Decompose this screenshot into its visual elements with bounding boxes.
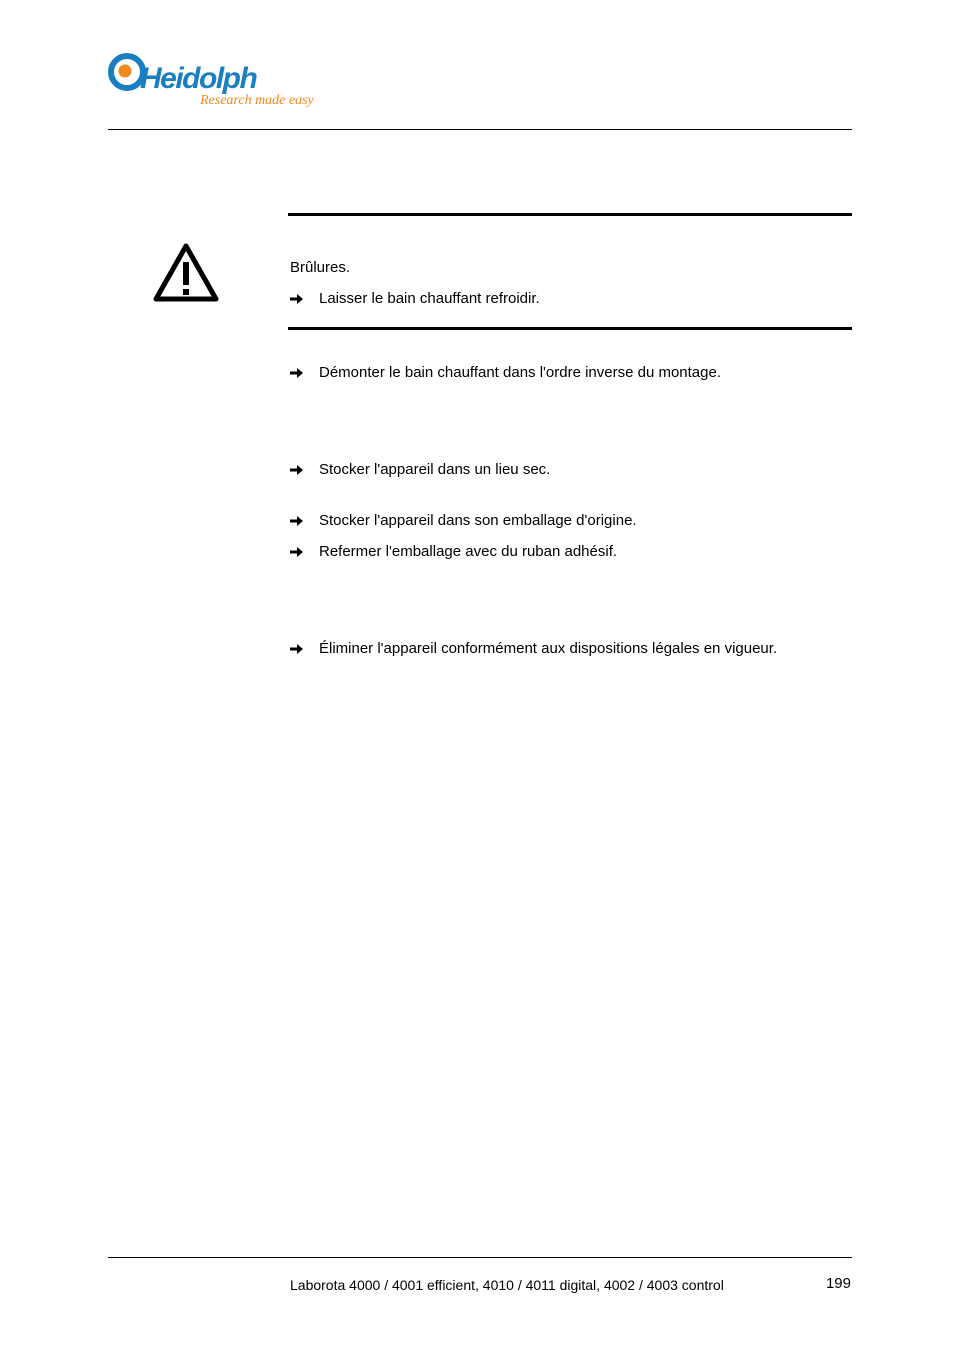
step-store-packaging (290, 512, 637, 530)
svg-text:Research made easy: Research made easy (200, 93, 314, 108)
arrow-right-icon (290, 367, 304, 379)
step-store-packaging-text: Stocker l'appareil dans son emballage d'origine. (319, 512, 637, 529)
svg-text:Heidolph: Heidolph (140, 62, 257, 95)
arrow-right-icon (290, 643, 304, 655)
arrow-right-icon (290, 464, 304, 476)
page-number: 199 (825, 1275, 851, 1292)
footer-models: Laborota 4000 / 4001 efficient, 4010 / 4011 digital, 4002 / 4003 control (290, 1277, 724, 1293)
warning-hazard-text: Brûlures. (290, 259, 351, 276)
footer-rule (108, 1257, 852, 1258)
step-dispose (290, 640, 777, 658)
warning-triangle-icon (152, 242, 220, 304)
step-store-dry (290, 461, 550, 479)
step-seal-packaging-text: Refermer l'emballage avec du ruban adhésif. (319, 543, 618, 560)
step-dismantle-text: Démonter le bain chauffant dans l'ordre inverse du montage. (319, 364, 721, 381)
step-dispose-text: Éliminer l'appareil conformément aux dispositions légales en vigueur. (319, 640, 778, 657)
arrow-right-icon (290, 293, 304, 305)
header-rule (108, 129, 852, 130)
warning-action-text: Laisser le bain chauffant refroidir. (319, 290, 540, 307)
step-dismantle (290, 364, 721, 382)
arrow-right-icon (290, 515, 304, 527)
warning-top-rule (288, 213, 852, 216)
step-store-dry-text: Stocker l'appareil dans un lieu sec. (319, 461, 551, 478)
warning-action-step (290, 290, 540, 308)
warning-bottom-rule (288, 327, 852, 330)
arrow-right-icon (290, 546, 304, 558)
heidolph-logo (108, 50, 323, 114)
step-seal-packaging (290, 543, 617, 561)
